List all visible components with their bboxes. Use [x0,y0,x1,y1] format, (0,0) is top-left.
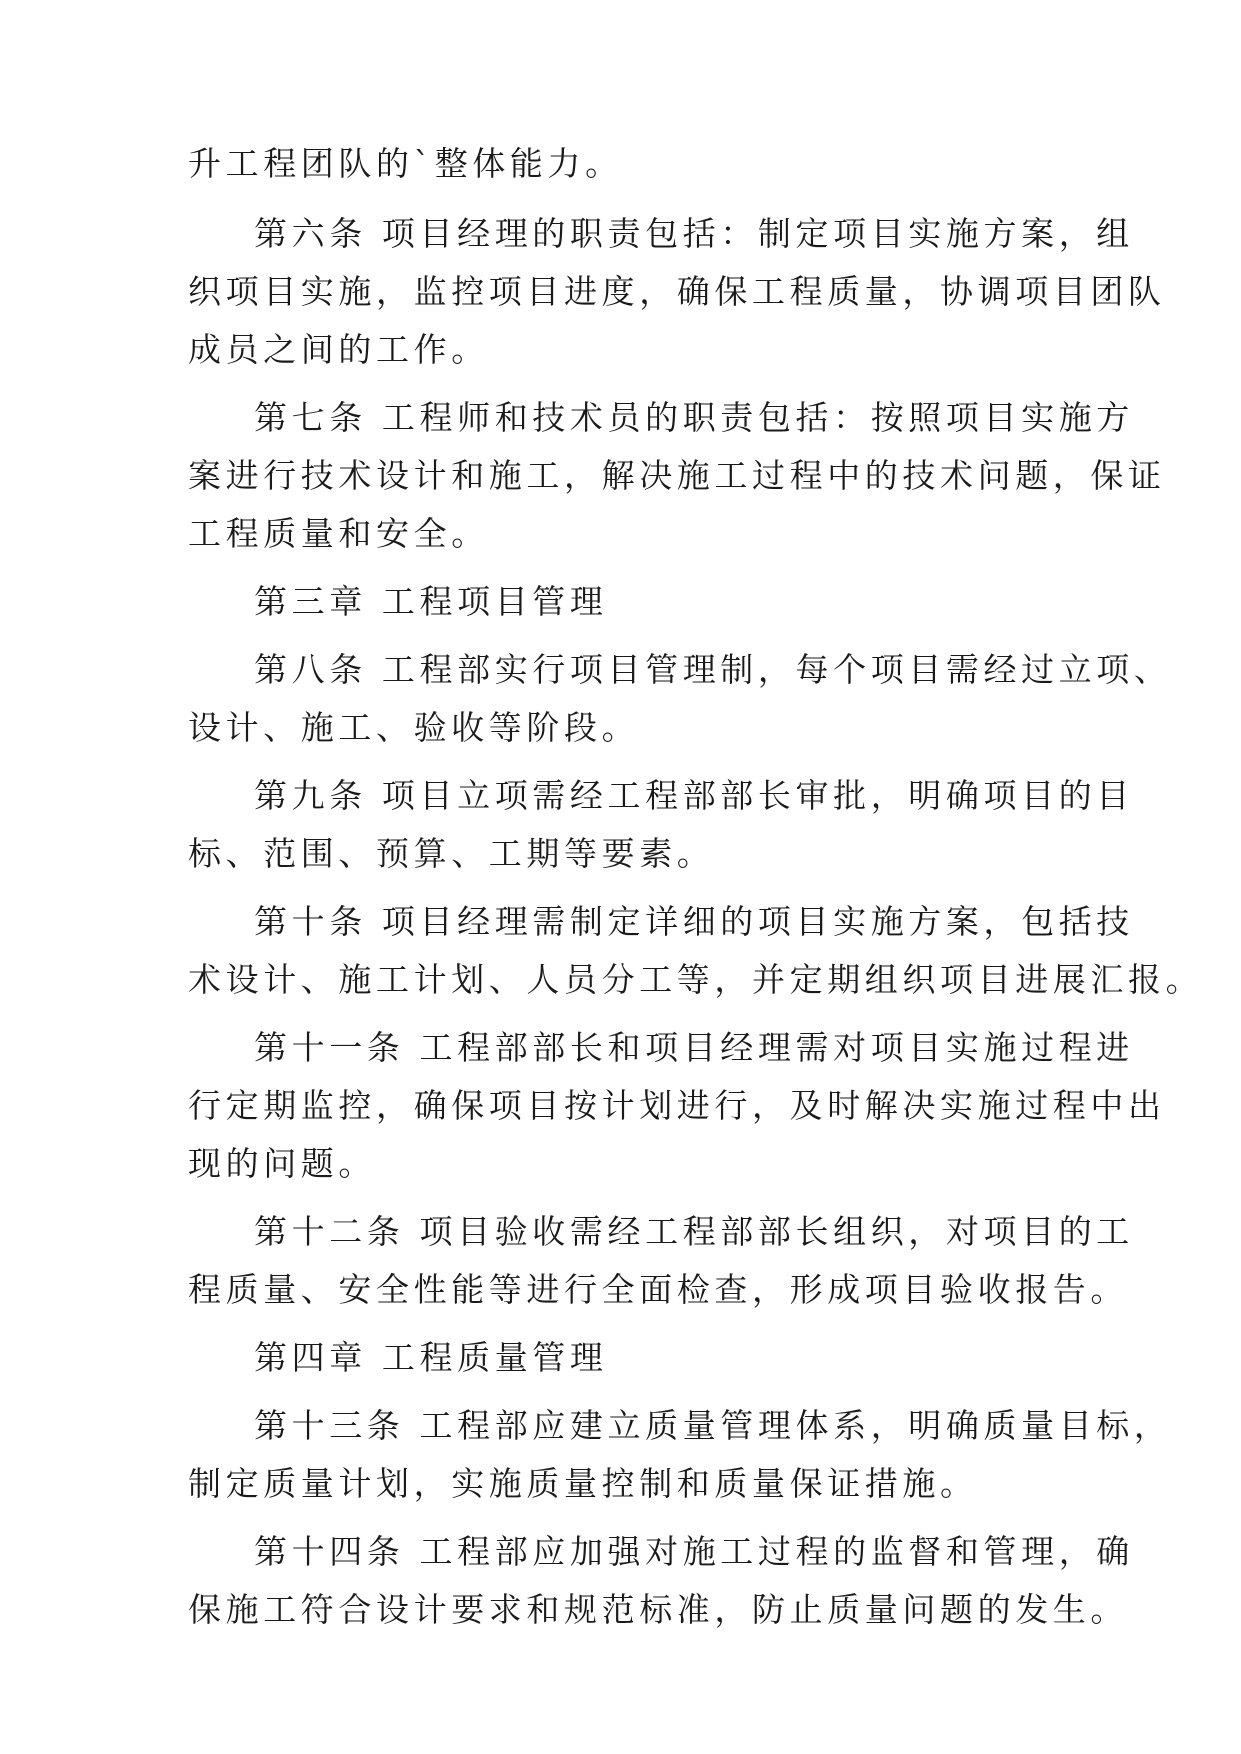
text-line: 标、范围、预算、工期等要素。 [188,834,715,873]
text-line: 程质量、安全性能等进行全面检查，形成项目验收报告。 [188,1270,1128,1309]
text-line: 工程质量和安全。 [188,514,489,553]
text-line: 行定期监控，确保项目按计划进行，及时解决实施过程中出 [188,1086,1166,1125]
text-line: 成员之间的工作。 [188,330,489,369]
text-line: 案进行技术设计和施工，解决施工过程中的技术问题，保证 [188,456,1166,495]
text-line: 设计、施工、验收等阶段。 [188,708,640,747]
text-line: 第七条 工程师和技术员的职责包括：按照项目实施方 [254,398,1134,437]
text-line: 现的问题。 [188,1144,376,1183]
text-line: 第十条 项目经理需制定详细的项目实施方案，包括技 [254,902,1134,941]
text-line: 第十二条 项目验收需经工程部部长组织，对项目的工 [254,1212,1134,1251]
text-line: 升工程团队的`整体能力。 [188,144,623,183]
text-line: 第十三条 工程部应建立质量管理体系，明确质量目标， [254,1406,1172,1445]
text-line: 第六条 项目经理的职责包括：制定项目实施方案，组 [254,214,1134,253]
chapter-heading: 第四章 工程质量管理 [254,1338,608,1377]
text-line: 第十一条 工程部部长和项目经理需对项目实施过程进 [254,1028,1134,1067]
text-line: 织项目实施，监控项目进度，确保工程质量，协调项目团队 [188,272,1166,311]
text-line: 制定质量计划，实施质量控制和质量保证措施。 [188,1464,978,1503]
text-line: 保施工符合设计要求和规范标准，防止质量问题的发生。 [188,1590,1128,1629]
text-line: 第九条 项目立项需经工程部部长审批，明确项目的目 [254,776,1134,815]
chapter-heading: 第三章 工程项目管理 [254,582,608,621]
text-line: 第八条 工程部实行项目管理制，每个项目需经过立项、 [254,650,1172,689]
text-line: 术设计、施工计划、人员分工等，并定期组织项目进展汇报。 [188,960,1204,999]
text-line: 第十四条 工程部应加强对施工过程的监督和管理，确 [254,1532,1134,1571]
